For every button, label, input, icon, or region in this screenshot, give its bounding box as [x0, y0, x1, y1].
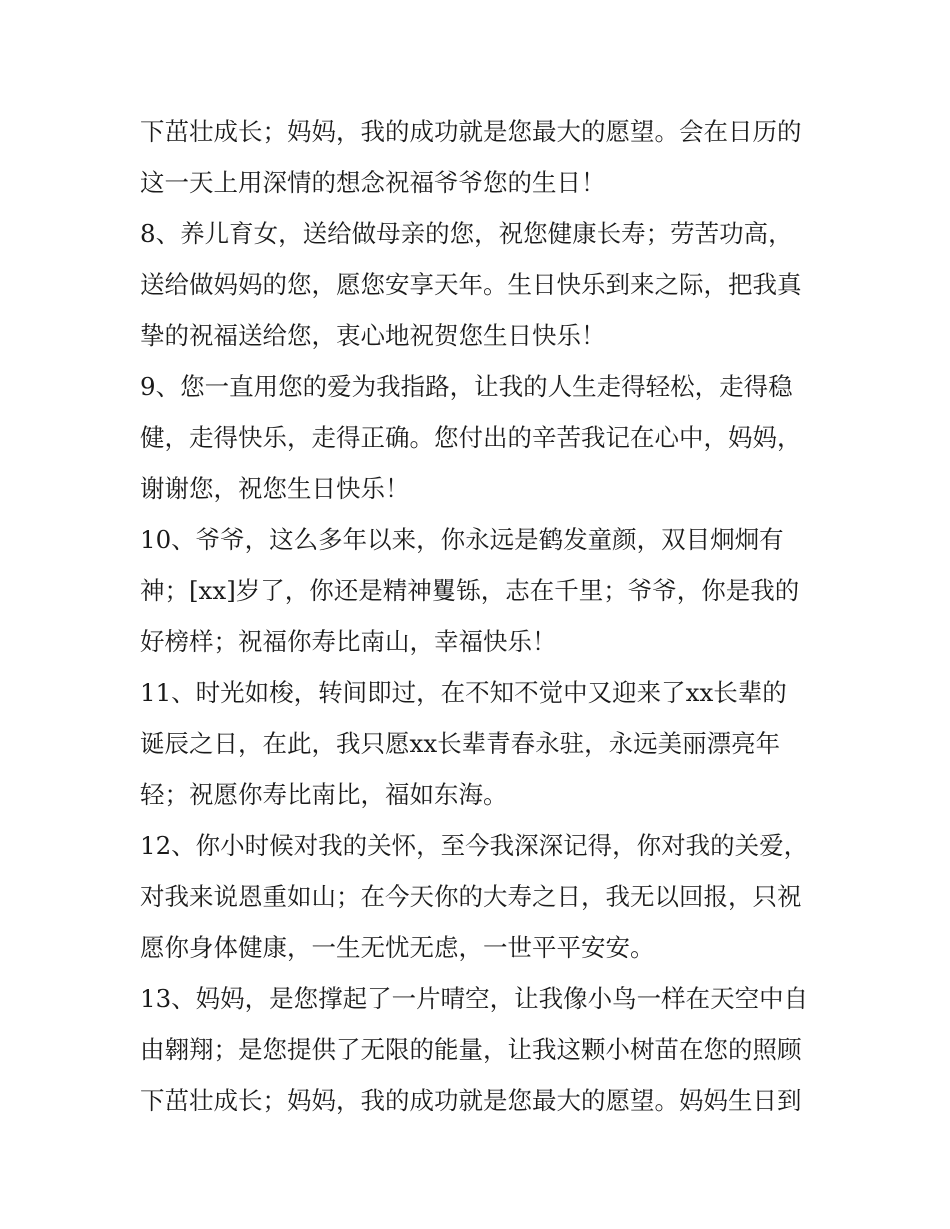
text-line: 好榜样；祝福你寿比南山，幸福快乐！: [140, 627, 557, 656]
text-line: 10、爷爷，这么多年以来，你永远是鹤发童颜，双目炯炯有: [140, 525, 784, 554]
text-line: 12、你小时候对我的关怀，至今我深深记得，你对我的关爱，: [140, 831, 809, 860]
text-line: 诞辰之日，在此，我只愿xx长辈青春永驻，永远美丽漂亮年: [140, 729, 781, 758]
text-line: 送给做妈妈的您，愿您安享天年。生日快乐到来之际，把我真: [140, 270, 802, 299]
text-line: 愿你身体健康，一生无忧无虑，一世平平安安。: [140, 933, 655, 962]
text-line: 8、养儿育女，送给做母亲的您，祝您健康长寿；劳苦功高，: [140, 219, 793, 248]
text-line: 下茁壮成长；妈妈，我的成功就是您最大的愿望。妈妈生日到: [140, 1086, 802, 1115]
text-line: 对我来说恩重如山；在今天你的大寿之日，我无以回报，只祝: [140, 882, 802, 911]
text-line: 神；[xx]岁了，你还是精神矍铄，志在千里；爷爷，你是我的: [140, 576, 800, 605]
text-line: 健，走得快乐，走得正确。您付出的辛苦我记在心中，妈妈，: [140, 423, 802, 452]
text-line: 轻；祝愿你寿比南比，福如东海。: [140, 780, 508, 809]
text-line: 下茁壮成长；妈妈，我的成功就是您最大的愿望。会在日历的: [140, 117, 802, 146]
text-line: 挚的祝福送给您，衷心地祝贺您生日快乐！: [140, 321, 606, 350]
text-line: 13、妈妈，是您撑起了一片晴空，让我像小鸟一样在天空中自: [140, 984, 809, 1013]
text-line: 9、您一直用您的爱为我指路，让我的人生走得轻松，走得稳: [140, 372, 793, 401]
text-line: 由翱翔；是您提供了无限的能量，让我这颗小树苗在您的照顾: [140, 1035, 802, 1064]
document-body: [140, 106, 820, 1126]
text-line: 这一天上用深情的想念祝福爷爷您的生日！: [140, 168, 606, 197]
text-line: 11、时光如梭，转间即过，在不知不觉中又迎来了xx长辈的: [140, 678, 787, 707]
text-line: 谢谢您，祝您生日快乐！: [140, 474, 410, 503]
